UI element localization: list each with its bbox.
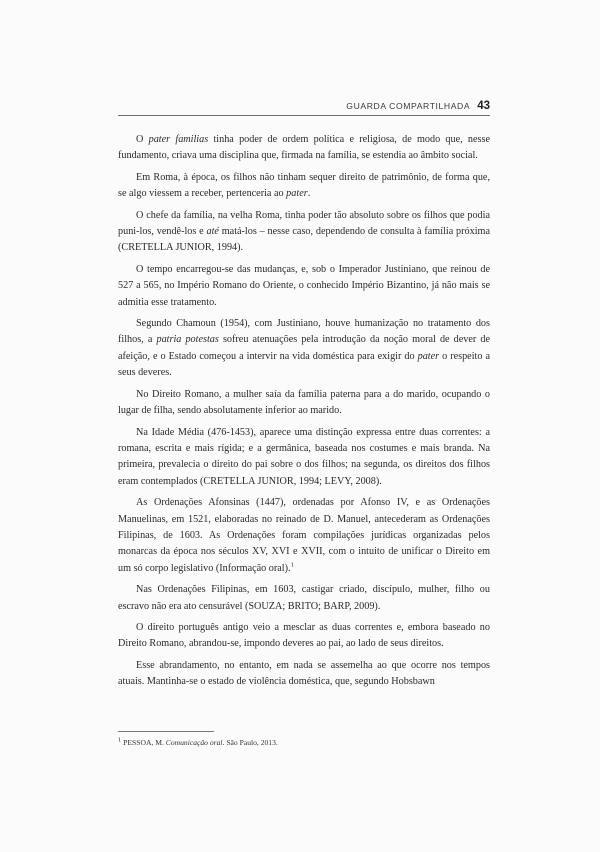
- footnote-number: 1: [118, 736, 122, 744]
- paragraph-11: Esse abrandamento, no entanto, em nada se assemelha ao que ocorre nos tempos atuais. Mantinha-se o estado de violência doméstica, que, segundo Hobsbawn: [118, 659, 490, 688]
- footnote-rule: [118, 731, 214, 732]
- paragraph-2: Em Roma, à época, os filhos não tinham sequer direito de patrimônio, de forma que, se algo viessem a receber, pertenceria ao pater.: [118, 171, 490, 200]
- paragraph-9: Nas Ordenações Filipinas, em 1603, castigar criado, discípulo, mulher, filho ou escravo não era ato censurável (SOUZA; BRITO; BARP, 2009).: [118, 584, 490, 612]
- page-number: 43: [477, 100, 490, 112]
- footnote-ref: 1: [290, 561, 294, 569]
- paragraph-5: Segundo Chamoun (1954), com Justiniano, houve humanização no tratamento dos filhos, a patria potestas sofreu atenuações pela introdução da noção moral de dever de afeição, e o Estado começou a intervir na vida doméstica para exigir do pater o respeito a seus deveres.: [118, 318, 490, 379]
- footnote: $^1$ PESSOA, M. Comunicação oral. São Paulo, 2013.: [118, 736, 278, 747]
- paragraph-7: Na Idade Média (476-1453), aparece uma distinção expressa entre duas correntes: a romana, escrita e mais rígida; e a germânica, baseada nos costumes e mais branda. Na primeira, prevalecia o direito do pai sobre o dos filhos; na segunda, os direitos dos filhos eram contemplados (CRETELLA JUNIOR, 1994; LEVY, 2008).: [118, 426, 490, 487]
- running-header: [118, 100, 490, 112]
- running-title: GUARDA COMPARTILHADA: [346, 101, 471, 111]
- paragraph-4: O tempo encarregou-se das mudanças, e, sob o Imperador Justiniano, que reinou de 527 a 565, no Império Romano do Oriente, o conhecido Império Bizantino, já não mais se admitia esse tratamento.: [118, 263, 490, 308]
- paragraph-1: O pater familias tinha poder de ordem política e religiosa, de modo que, nesse fundamento, criava uma disciplina que, firmada na família, se estendia ao âmbito social.: [118, 134, 490, 162]
- body-text: [118, 132, 490, 696]
- paragraph-8: As Ordenações Afonsinas (1447), ordenadas por Afonso IV, e as Ordenações Manuelinas, em 1521, elaboradas no reinado de D. Manuel, antecederam as Ordenações Filipinas, de 1603. As Ordenações foram compilações jurídicas organizadas pelos monarcas da época nos séculos XV, XVI e XVII, com o intuito de unificar o Direito em um só corpo legislativo (Informação oral).$^1$: [118, 497, 490, 574]
- paragraph-6: No Direito Romano, a mulher saía da família paterna para a do marido, ocupando o lugar de filha, sendo absolutamente inferior ao marido.: [118, 388, 490, 417]
- paragraph-3: O chefe da família, na velha Roma, tinha poder tão absoluto sobre os filhos que podia puni-los, vendê-los e até matá-los – nesse caso, dependendo de consulta à família próxima (CRETELLA JUNIOR, 1994).: [118, 209, 490, 254]
- header-rule: [118, 115, 490, 116]
- paragraph-10: O direito português antigo veio a mesclar as duas correntes e, embora baseado no Direito Romano, abrandou-se, impondo deveres ao pai, ao lado de seus direitos.: [118, 621, 490, 650]
